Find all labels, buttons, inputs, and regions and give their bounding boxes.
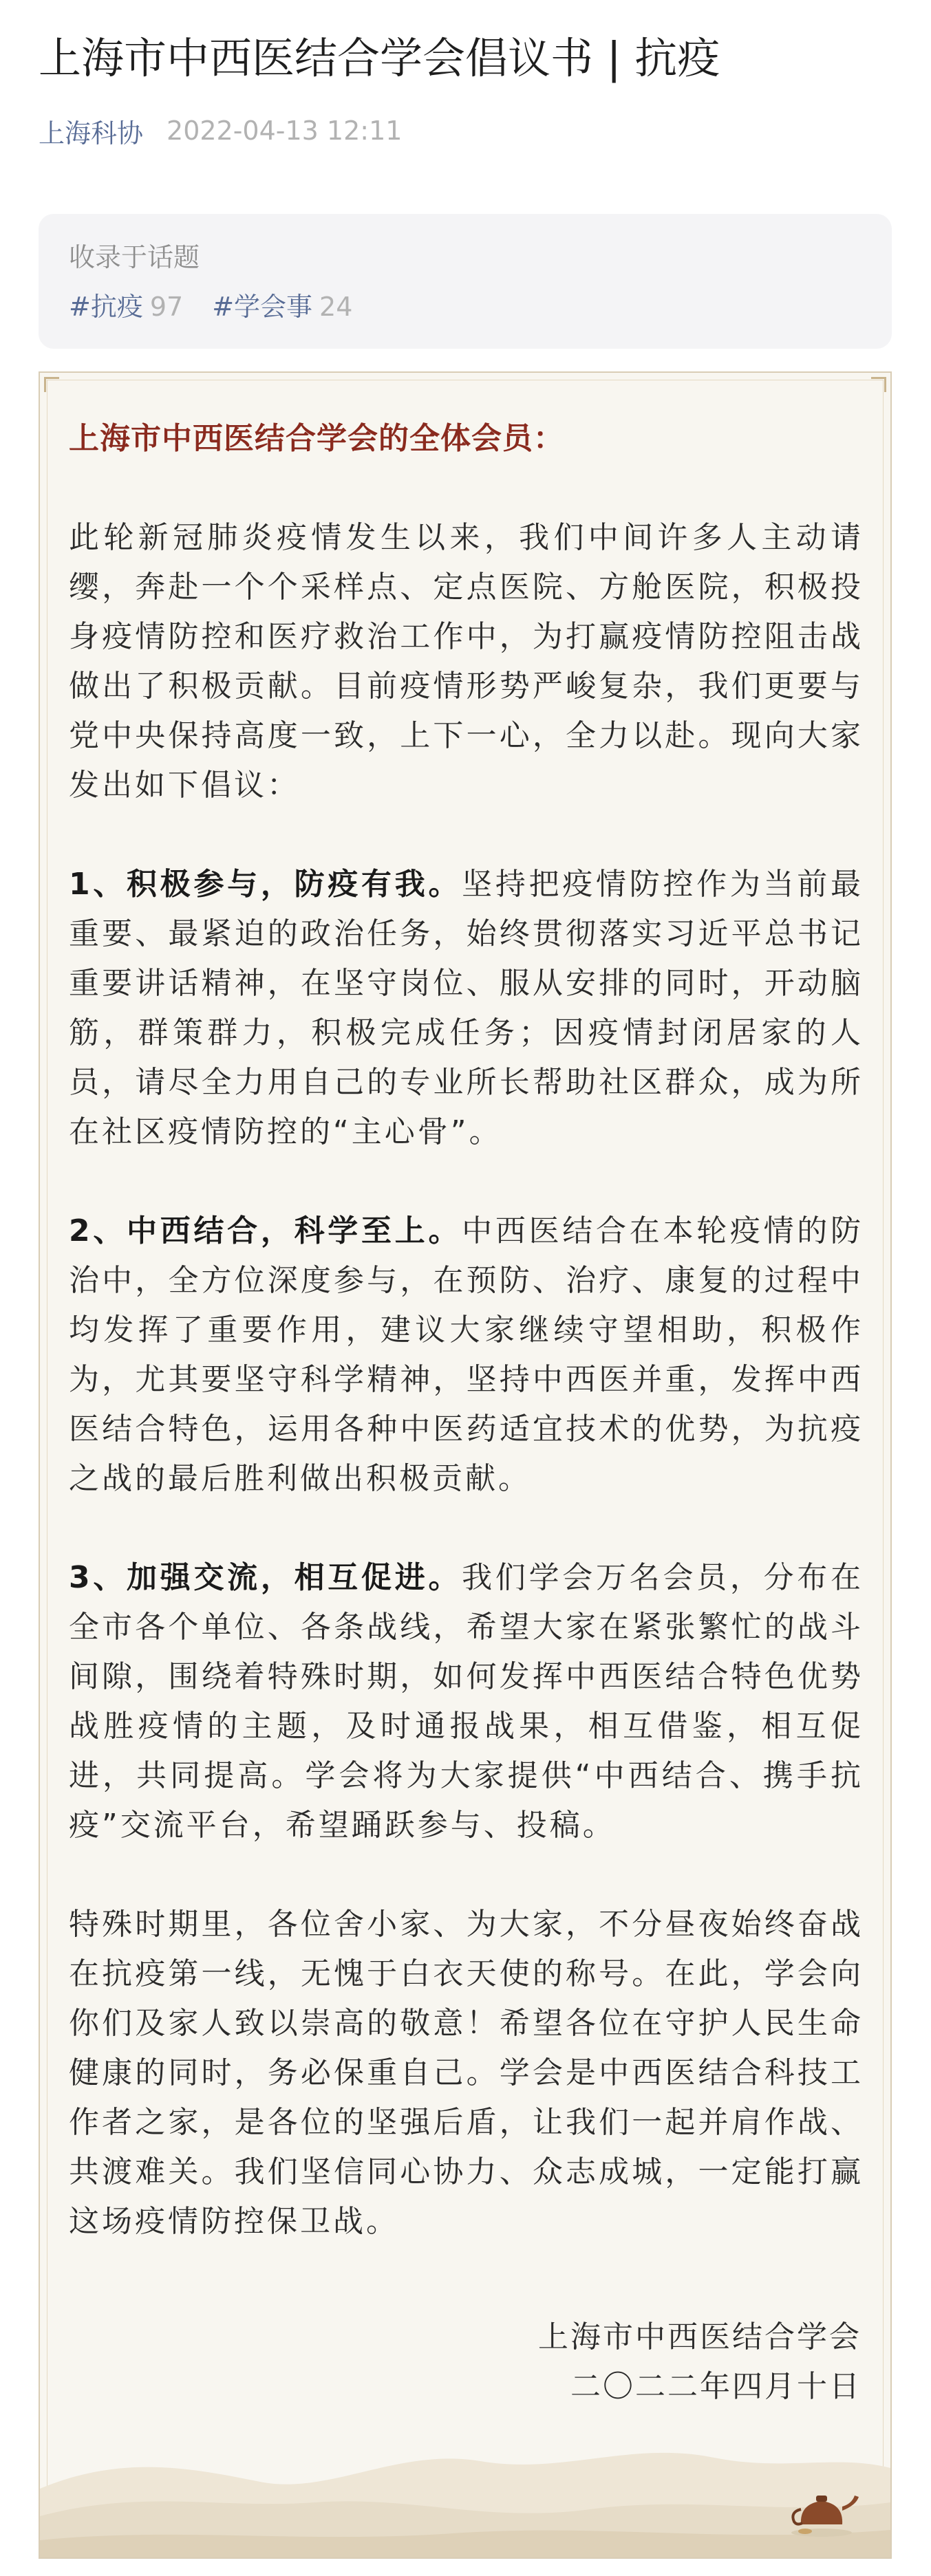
author-link[interactable]: 上海科协: [39, 118, 144, 149]
letter-card: [39, 371, 892, 2559]
letter-body: [69, 414, 864, 2247]
point-text: 坚持把疫情防控作为当前最重要、最紧迫的政治任务，始终贯彻落实习近平总书记重要讲话精神，在坚守岗位、服从安排的同时，开动脑筋，群策群力，积极完成任务；因疫情封闭居家的人员，请尽全力用自己的专业所长帮助社区群众，成为所在社区疫情防控的“主心骨”。: [69, 867, 864, 1149]
point-lead: 3、加强交流，相互促进。: [69, 1560, 462, 1595]
topic-tag-xuehuishi[interactable]: [212, 290, 352, 324]
publish-date: 2022-04-13 12:11: [167, 116, 403, 146]
topic-tag-kangyi[interactable]: [69, 290, 183, 324]
point-lead: 1、积极参与，防疫有我。: [69, 867, 462, 902]
letter-closing: 特殊时期里，各位舍小家、为大家，不分昼夜始终奋战在抗疫第一线，无愧于白衣天使的称号。在此，学会向你们及家人致以崇高的敬意！希望各位在守护人民生命健康的同时，务必保重自己。学会是中西医结合科技工作者之家，是各位的坚强后盾，让我们一起并肩作战、共渡难关。我们坚信同心协力、众志成城，一定能打赢这场疫情防控保卫战。: [69, 1907, 864, 2239]
topics-label: 收录于话题: [69, 242, 200, 272]
corner-ornament: [871, 377, 886, 392]
teapot-icon: [787, 2476, 863, 2538]
topic-tags: [69, 290, 862, 324]
corner-ornament: [44, 377, 59, 392]
point-text: 中西医结合在本轮疫情的防治中，全方位深度参与，在预防、治疗、康复的过程中均发挥了重要作用，建议大家继续守望相助，积极作为，尤其要坚守科学精神，坚持中西医并重，发挥中西医结合特色，运用各种中医药适宜技术的优势，为抗疫之战的最后胜利做出积极贡献。: [69, 1213, 864, 1496]
topics-box: [39, 214, 892, 349]
landscape-mountains-illustration: [40, 2392, 890, 2557]
point-text: 我们学会万名会员，分布在全市各个单位、各条战线，希望大家在紧张繁忙的战斗间隙，围绕着特殊时期，如何发挥中西医结合特色优势战胜疫情的主题，及时通报战果，相互借鉴，相互促进，共同提高。学会将为大家提供“中西结合、携手抗疫”交流平台，希望踊跃参与、投稿。: [69, 1560, 864, 1843]
letter-point-1: [69, 860, 864, 1157]
topic-tag-count: 24: [319, 292, 353, 322]
topic-tag-count: 97: [149, 292, 184, 322]
letter-salutation: 上海市中西医结合学会的全体会员：: [69, 421, 564, 456]
point-lead: 2、中西结合，科学至上。: [69, 1213, 462, 1248]
article-meta: [39, 110, 402, 151]
letter-intro: 此轮新冠肺炎疫情发生以来，我们中间许多人主动请缨，奔赴一个个采样点、定点医院、方舱医院，积极投身疫情防控和医疗救治工作中，为打赢疫情防控阻击战做出了积极贡献。目前疫情形势严峻复杂，我们更要与党中央保持高度一致，上下一心，全力以赴。现向大家发出如下倡议：: [69, 520, 864, 803]
signature-org: 上海市中西医结合学会: [538, 2319, 862, 2355]
topic-tag-name: #学会事: [212, 292, 313, 322]
topic-tag-name: #抗疫: [69, 292, 143, 322]
letter-point-3: [69, 1553, 864, 1850]
signature-date: 二〇二二年四月十日: [570, 2369, 862, 2404]
letter-point-2: [69, 1206, 864, 1504]
article-title: 上海市中西医结合学会倡议书 | 抗疫: [39, 33, 720, 83]
